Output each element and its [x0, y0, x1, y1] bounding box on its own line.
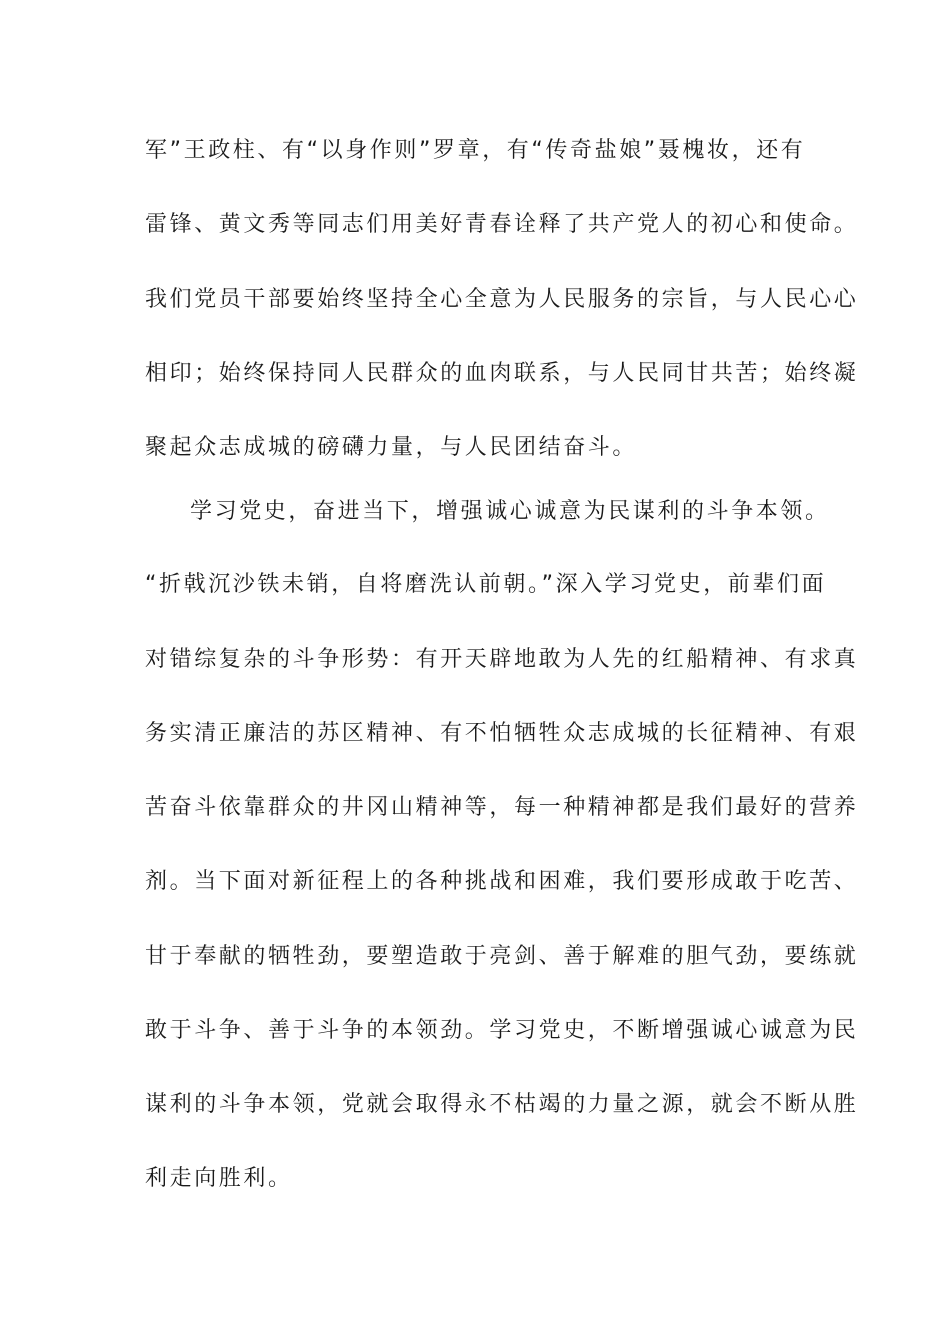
paragraph-line: 苦奋斗依靠群众的井冈山精神等，每一种精神都是我们最好的营养 — [145, 795, 859, 820]
paragraph-line: 军”王政柱、有“以身作则”罗章，有“传奇盐娘”聂槐妆，还有 — [145, 138, 806, 163]
paragraph-line: 我们党员干部要始终坚持全心全意为人民服务的宗旨，与人民心心 — [145, 287, 859, 312]
paragraph-line: 雷锋、黄文秀等同志们用美好青春诠释了共产党人的初心和使命。 — [145, 212, 859, 237]
paragraph-line: 剂。当下面对新征程上的各种挑战和困难，我们要形成敢于吃苦、 — [145, 869, 859, 894]
paragraph-line: 敢于斗争、善于斗争的本领劲。学习党史，不断增强诚心诚意为民 — [145, 1018, 859, 1043]
paragraph-first-line: 学习党史，奋进当下，增强诚心诚意为民谋利的斗争本领。 — [190, 499, 830, 524]
paragraph-line: 利走向胜利。 — [145, 1166, 293, 1191]
paragraph-line: 谋利的斗争本领，党就会取得永不枯竭的力量之源，就会不断从胜 — [145, 1092, 859, 1117]
paragraph-line: 聚起众志成城的磅礴力量，与人民团结奋斗。 — [145, 435, 638, 460]
paragraph-line: 相印；始终保持同人民群众的血肉联系，与人民同甘共苦；始终凝 — [145, 361, 859, 386]
paragraph-line: “折戟沉沙铁未销，自将磨洗认前朝。”深入学习党史，前辈们面 — [145, 572, 827, 597]
paragraph-line: 对错综复杂的斗争形势：有开天辟地敢为人先的红船精神、有求真 — [145, 647, 859, 672]
paragraph-line: 务实清正廉洁的苏区精神、有不怕牺牲众志成城的长征精神、有艰 — [145, 721, 859, 746]
paragraph-line: 甘于奉献的牺牲劲，要塑造敢于亮剑、善于解难的胆气劲，要练就 — [145, 944, 859, 969]
